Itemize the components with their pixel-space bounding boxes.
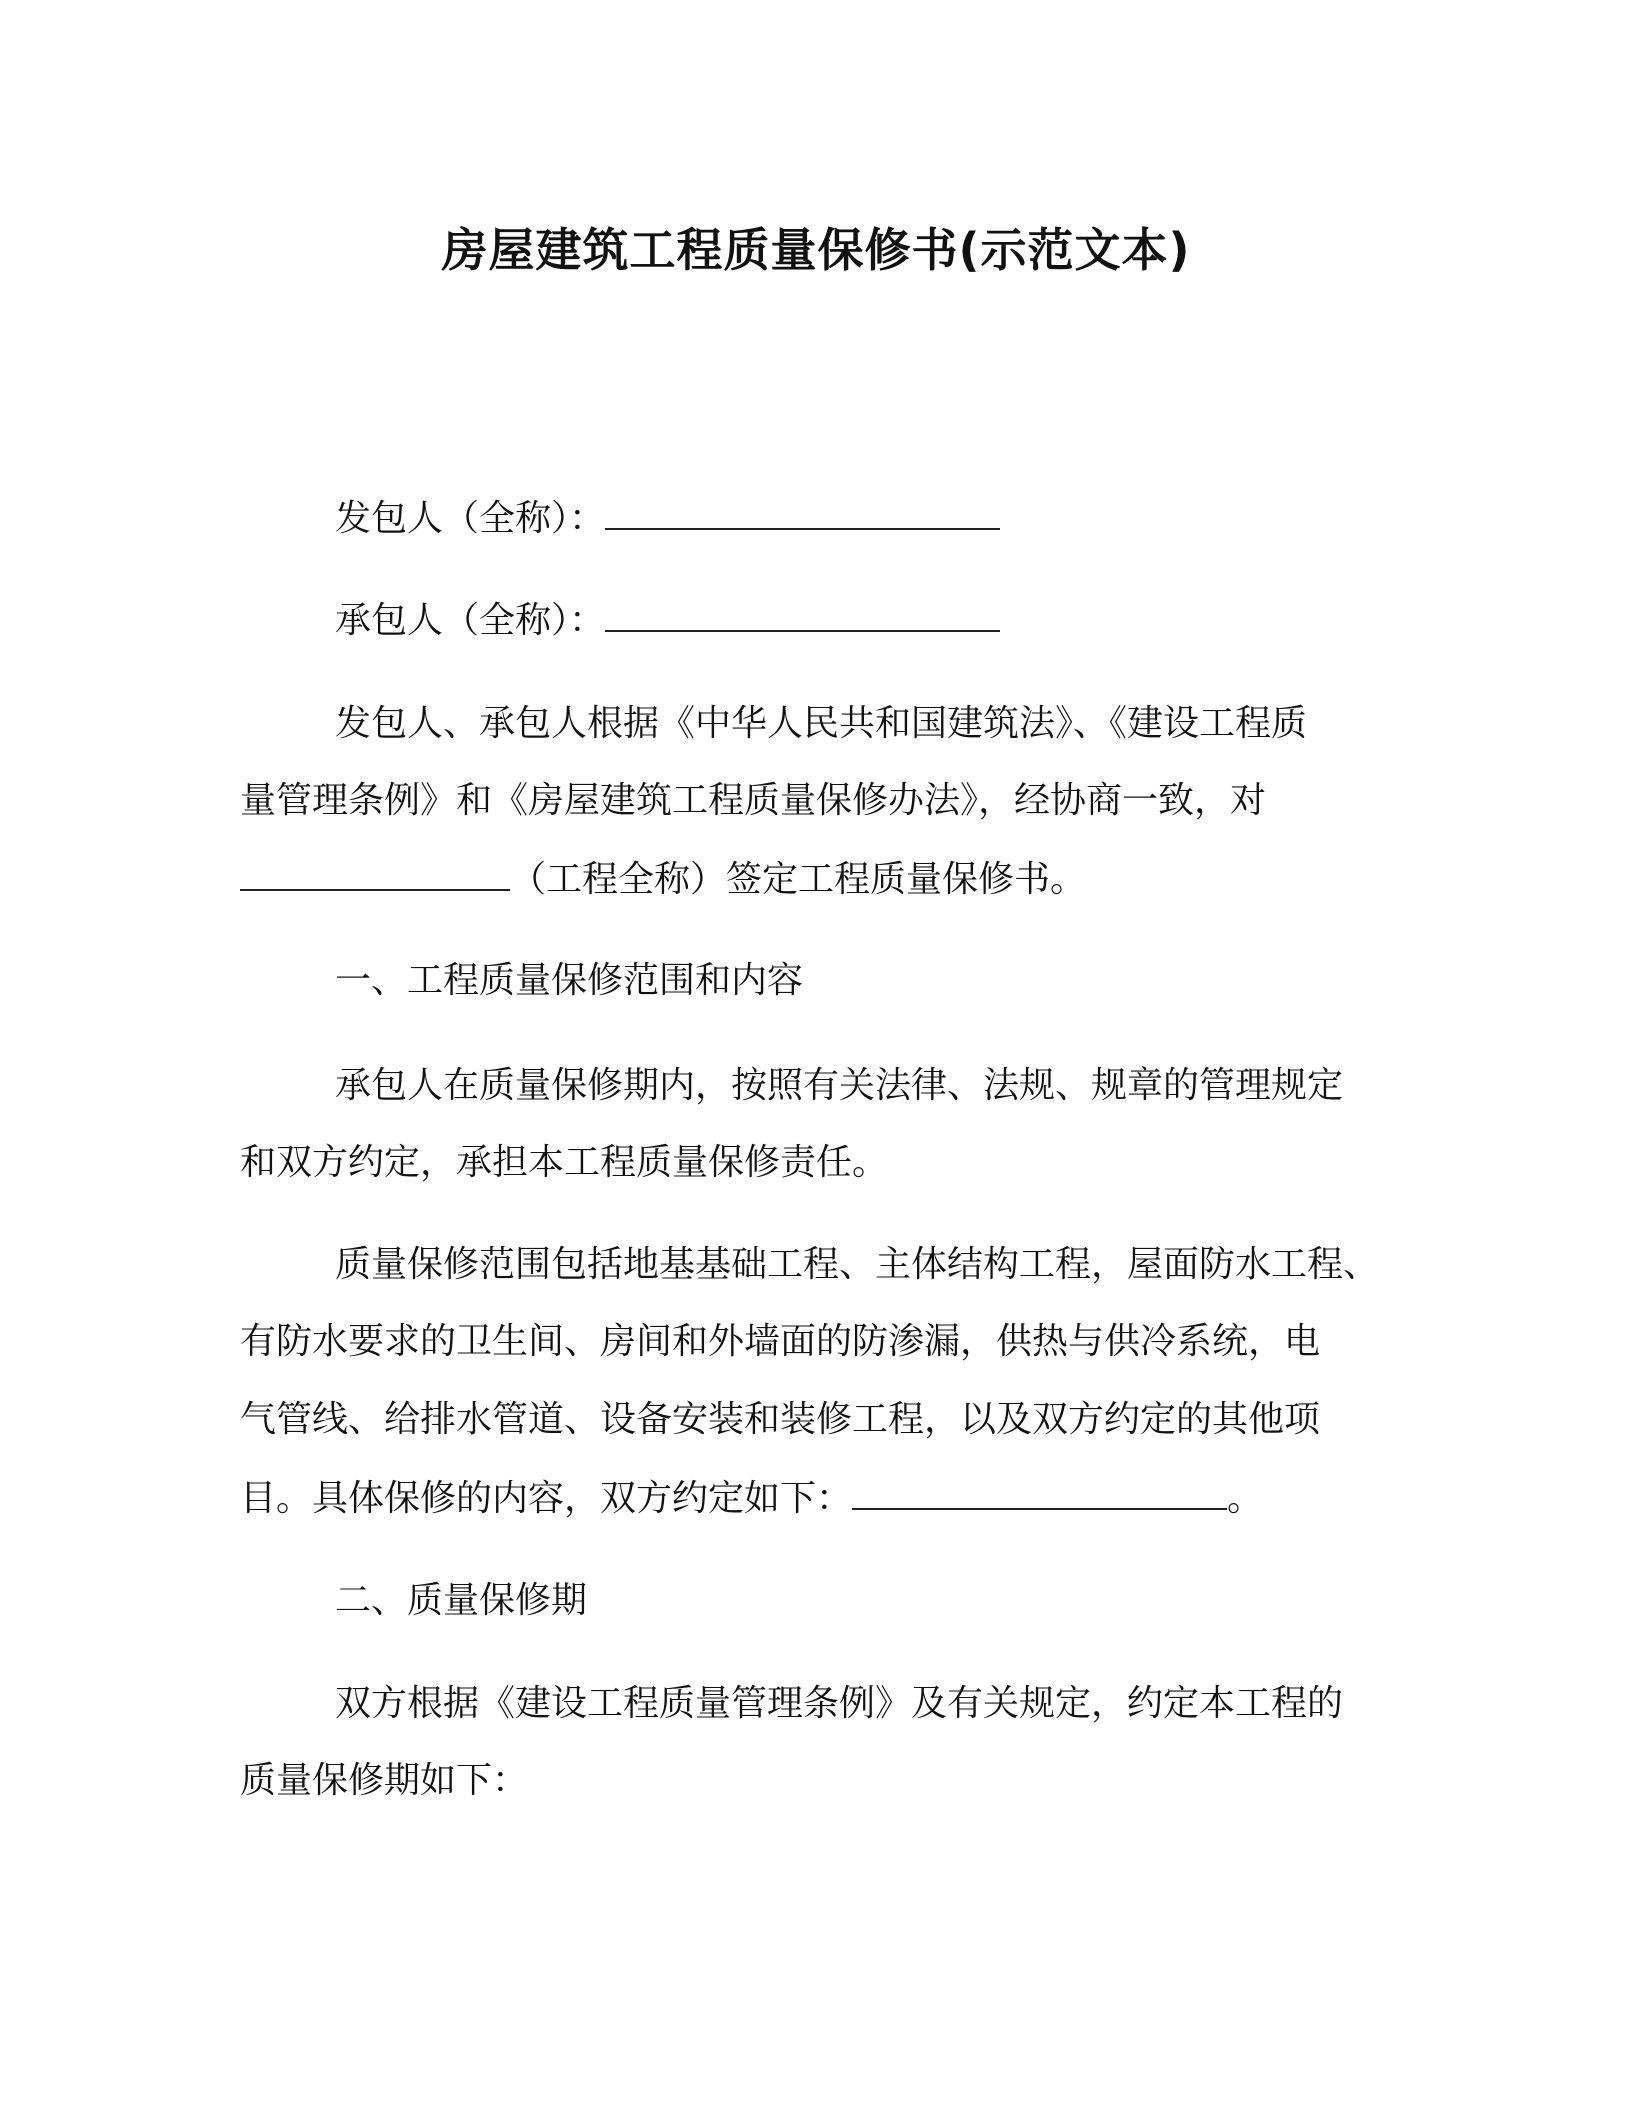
section2-p1-line-1: 双方根据《建设工程质量管理条例》及有关规定，约定本工程的 — [335, 1683, 1344, 1724]
preamble-line-2: 量管理条例》和《房屋建筑工程质量保修办法》，经协商一致，对 — [240, 780, 1267, 821]
section1-p2-line-4 — [240, 1472, 1420, 1524]
section1-p2-line-4-text: 目。具体保修的内容，双方约定如下： — [240, 1478, 853, 1519]
preamble-line-3 — [240, 853, 1420, 905]
section1-heading: 一、工程质量保修范围和内容 — [335, 960, 804, 1001]
contractor-field — [335, 594, 1515, 646]
section1-p2-line-2: 有防水要求的卫生间、房间和外墙面的防渗漏，供热与供冷系统，电 — [240, 1321, 1321, 1362]
section1-p2-line-4-end: 。 — [1227, 1478, 1264, 1519]
section1-p2-line-1: 质量保修范围包括地基基础工程、主体结构工程，屋面防水工程、 — [335, 1244, 1380, 1285]
section1-p1-line-1: 承包人在质量保修期内，按照有关法律、法规、规章的管理规定 — [335, 1065, 1344, 1106]
project-name-blank[interactable] — [240, 853, 510, 891]
section2-p1-line-2: 质量保修期如下： — [240, 1760, 529, 1801]
contractor-blank[interactable] — [605, 594, 1000, 632]
employer-label: 发包人（全称）： — [335, 498, 606, 539]
preamble-line-1: 发包人、承包人根据《中华人民共和国建筑法》、《建设工程质 — [335, 703, 1308, 744]
section2-heading: 二、质量保修期 — [335, 1580, 588, 1621]
document-title: 房屋建筑工程质量保修书(示范文本) — [441, 223, 1191, 277]
employer-field — [335, 492, 1515, 544]
warranty-content-blank[interactable] — [852, 1472, 1227, 1510]
section1-p2-line-3: 气管线、给排水管道、设备安装和装修工程，以及双方约定的其他项 — [240, 1399, 1321, 1440]
preamble-line-3-text: （工程全称）签定工程质量保修书。 — [510, 859, 1087, 900]
employer-blank[interactable] — [605, 492, 1000, 530]
section1-p1-line-2: 和双方约定，承担本工程质量保修责任。 — [240, 1142, 889, 1183]
contractor-label: 承包人（全称）： — [335, 600, 606, 641]
